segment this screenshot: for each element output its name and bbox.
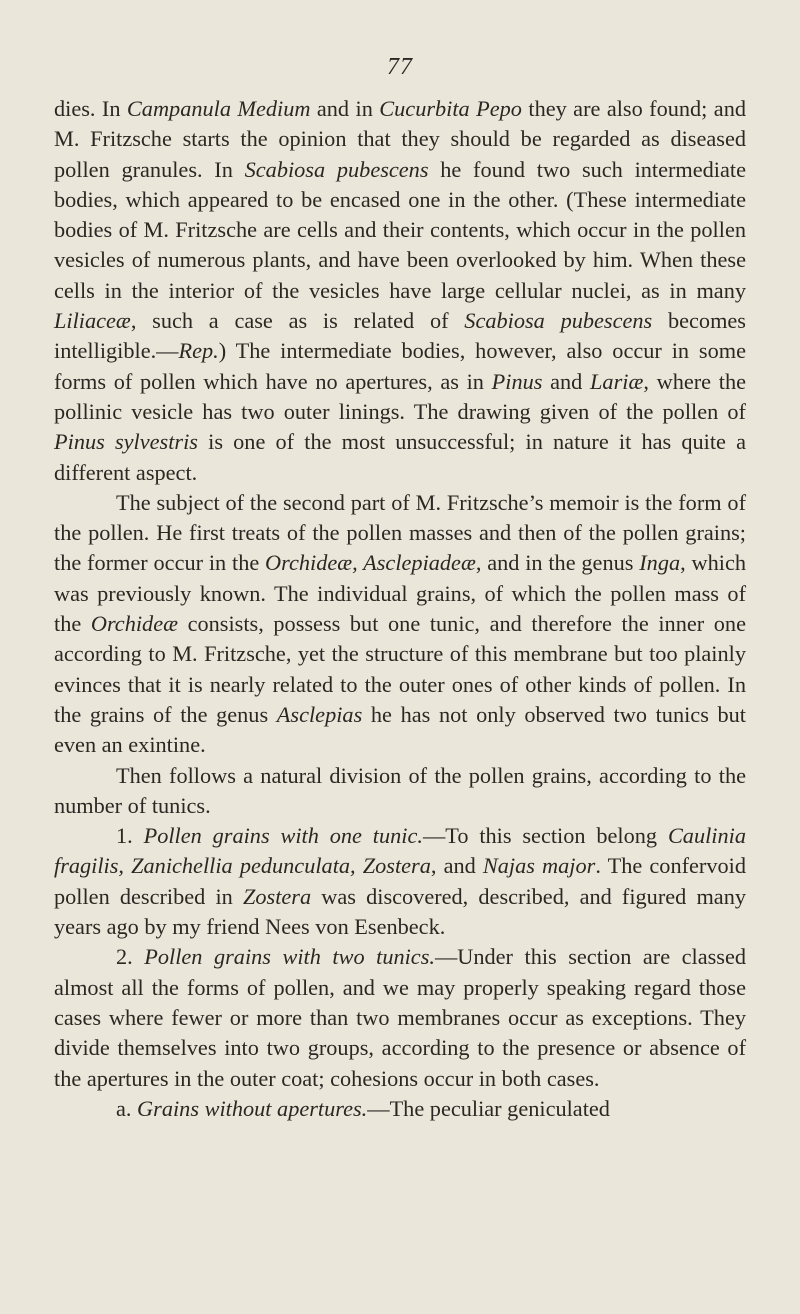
italic-text: Inga xyxy=(639,550,681,576)
text-run: they are also found; and M. Fritzsche starts the opinion that they should be regarded as diseased pollen granules. In xyxy=(54,96,746,182)
italic-text: Liliaceæ xyxy=(54,308,131,334)
text-run: dies. In xyxy=(54,96,127,121)
italic-text: Pinus xyxy=(491,368,543,394)
italic-text: Zostera xyxy=(242,883,312,909)
text-run: , which was previously known. The individual grains, of which the pollen mass of the xyxy=(54,550,746,637)
text-run: ) The intermediate bodies, however, also occur in some forms of pollen which have no apertures, as in xyxy=(54,338,746,394)
text-run: —To this section belong xyxy=(422,823,668,849)
text-run: 1. xyxy=(116,823,144,849)
text-run: he found two such intermediate bodies, which appeared to be encased one in the other. (These intermediate bodies of M. Fritzsche are cells and their contents, which occur in the pollen vesicles of numerous plants, and have been overlooked by him. When these cells in the interior of the vesicles have large cellular nuclei, as in many xyxy=(54,156,746,303)
paragraph xyxy=(54,821,746,942)
text-run: becomes intelligible.— xyxy=(54,308,746,364)
italic-text: Asclepias xyxy=(276,701,363,727)
text-run: —Under this section are classed almost all the forms of pollen, and we may properly speaking regard those cases where fewer or more than two membranes occur as exceptions. They divide themselves into two groups, according to the presence or absence of the apertures in the outer coat; cohesions occur in both cases. xyxy=(54,944,747,1091)
text-run: Then follows a natural division of the pollen grains, according to the number of tunics. xyxy=(54,762,746,818)
text-run: and in xyxy=(310,96,380,121)
italic-text: Scabiosa pubescens xyxy=(244,156,429,182)
paragraph xyxy=(54,1094,746,1124)
italic-text: Rep. xyxy=(178,338,219,364)
italic-text: Campanula Medium xyxy=(126,96,311,121)
text-run: a. xyxy=(116,1095,138,1121)
paragraph xyxy=(54,761,746,822)
paragraph xyxy=(54,94,746,488)
paragraph xyxy=(54,488,746,761)
italic-text: Caulinia fragilis, Zanichellia pedunculata, Zostera xyxy=(54,823,746,879)
italic-text: Najas major xyxy=(482,853,596,879)
text-run: , such a case as is related of xyxy=(130,308,465,334)
italic-text: Pollen grains with one tunic. xyxy=(143,823,423,849)
paragraph xyxy=(54,942,746,1093)
italic-text: Scabiosa pubescens xyxy=(464,308,653,334)
italic-text: Orchideæ xyxy=(90,611,178,637)
text-run: and xyxy=(542,368,591,394)
text-run: —The peculiar geniculated xyxy=(367,1095,610,1121)
italic-text: Pollen grains with two tunics. xyxy=(144,944,435,970)
italic-text: Grains without apertures. xyxy=(137,1095,368,1121)
text-run: he has not only observed two tunics but even an exintine. xyxy=(54,701,747,758)
text-run: , and xyxy=(430,853,483,879)
text-run: 2. xyxy=(116,944,145,970)
italic-text: Pinus sylvestris xyxy=(54,429,198,455)
text-run: , and in the genus xyxy=(475,550,640,576)
text-run: consists, possess but one tunic, and therefore the inner one according to M. Fritzsche, yet the structure of this membrane but too plainly evinces that it is nearly related to the outer ones of other kinds of pollen. In the grains of the genus xyxy=(54,611,746,727)
text-run: The subject of the second part of M. Fritzsche’s memoir is the form of the pollen. He first treats of the pollen masses and then of the pollen grains; the former occur in the xyxy=(54,489,746,576)
text-run: was discovered, described, and figured many years ago by my friend Nees von Esenbeck. xyxy=(54,883,746,940)
text-run: is one of the most unsuccessful; in nature it has quite a different aspect. xyxy=(54,429,746,485)
italic-text: Lariæ xyxy=(590,368,644,394)
body-text xyxy=(54,94,746,1124)
page-number: 77 xyxy=(387,54,413,80)
italic-text: Orchideæ, Asclepiadeæ xyxy=(265,550,476,576)
text-run: , where the pollinic vesicle has two outer linings. The drawing given of the pollen of xyxy=(54,368,746,424)
text-run: . The confervoid pollen described in xyxy=(54,853,746,909)
italic-text: Cucurbita Pepo xyxy=(379,96,522,121)
